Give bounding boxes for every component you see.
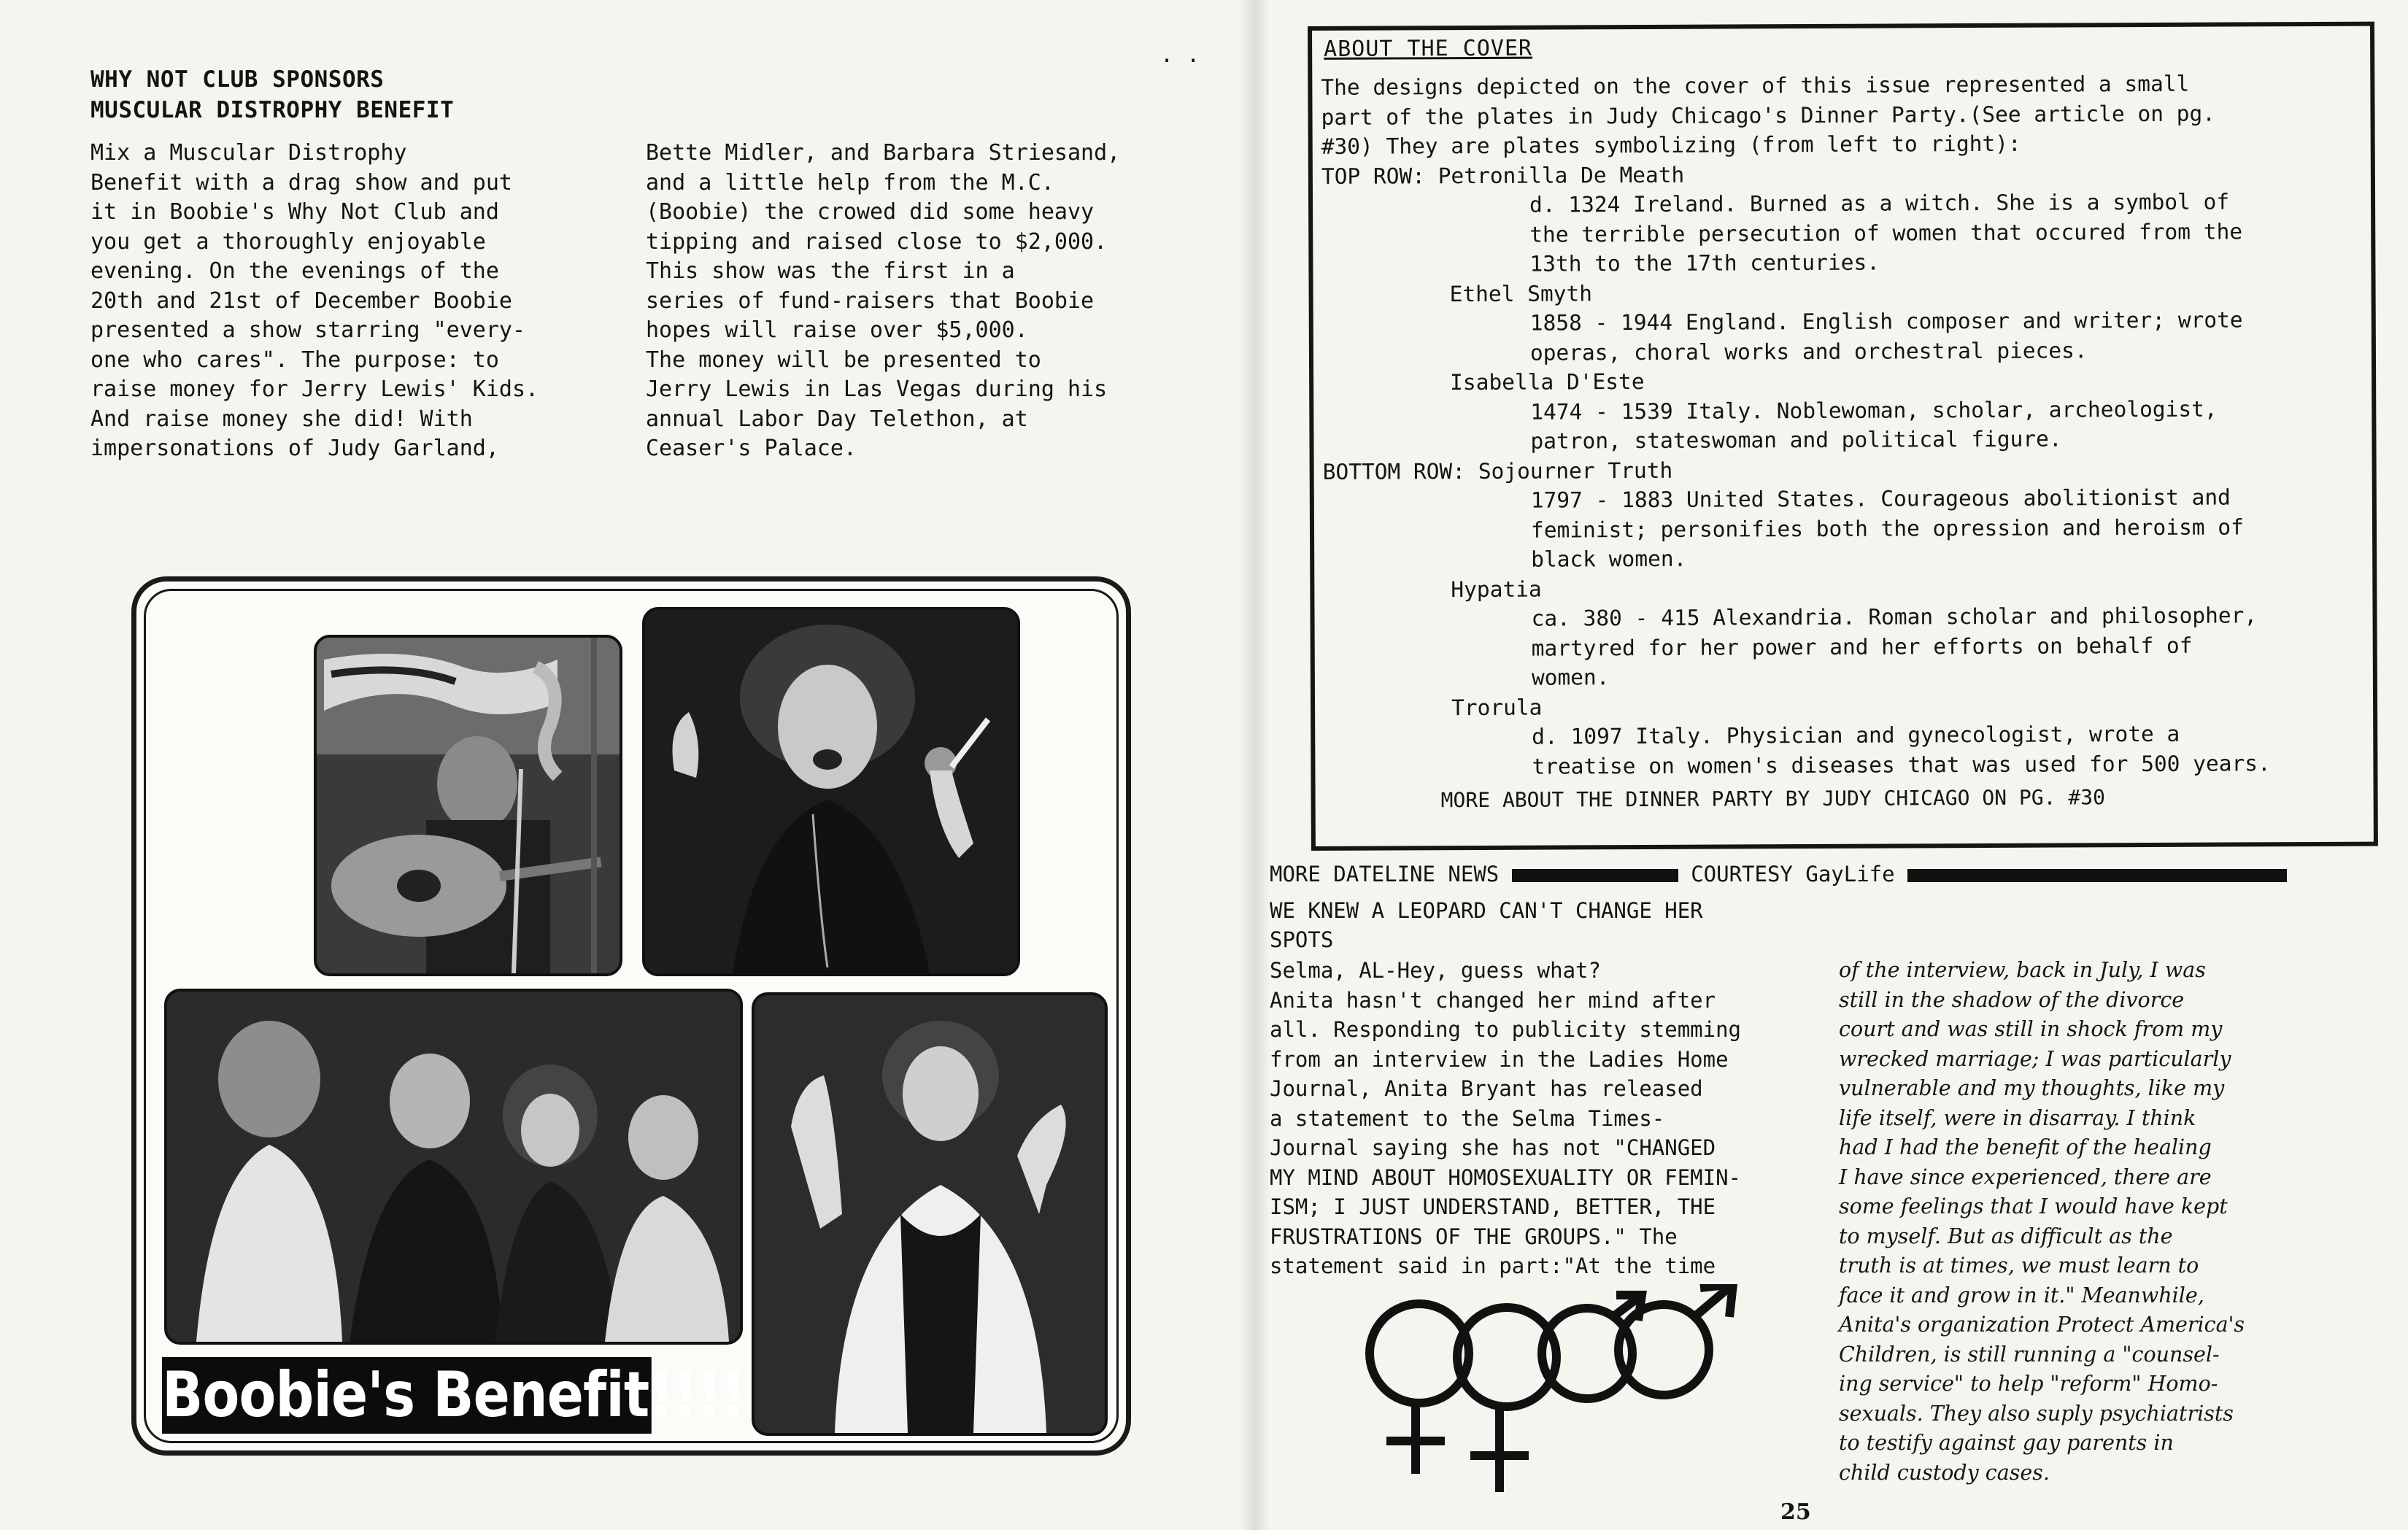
bottom-row-label: BOTTOM ROW: <box>1322 458 1466 484</box>
plate-description: ca. 380 - 415 Alexandria. Roman scholar and philosopher, martyred for her power and her efforts on behalf of women. <box>1531 603 2258 690</box>
plate-name: Hypatia <box>1451 576 1542 602</box>
article-column-1 <box>90 139 630 464</box>
bottom-row-heading <box>1323 452 2359 487</box>
plate-name: Isabella D'Este <box>1450 368 1645 395</box>
news-column-1 <box>1270 956 1824 1281</box>
more-about-line: MORE ABOUT THE DINNER PARTY BY JUDY CHICAGO ON PG. #30 <box>1440 785 2106 813</box>
photo-performer <box>752 992 1108 1436</box>
article-paragraph: Bette Midler, and Barbara Striesand, and a little help from the M.C. (Boobie) the crowed did some heavy tipping and raised close to $2,000. <box>646 140 1121 255</box>
divider-bar <box>1907 869 2287 882</box>
page-number: 25 <box>1780 1499 1811 1525</box>
article-paragraph: Mix a Muscular Distrophy Benefit with a drag show and put it in Boobie's Why Not Club and you get a thoroughly enjoyable evening. On the evenings of the 20th and 21st of December Boobie presented a show starring "every- one who cares". The purpose: to raise money for Jerry Lewis' Kids. <box>90 140 539 402</box>
article-paragraph: This show was the first in a series of fund-raisers that Boobie hopes will raise over $5,000. The money will be presented to Jerry Lewis in Las Vegas during his annual Labor Day Telethon, at Ceaser's Palace. <box>646 258 1108 461</box>
plate-description: 1474 - 1539 Italy. Noblewoman, scholar, archeologist, patron, stateswoman and political figure. <box>1530 396 2218 454</box>
article-headline: WHY NOT CLUB SPONSORS MUSCULAR DISTROPHY BENEFIT <box>90 66 455 123</box>
plate-name: Petronilla De Meath <box>1438 162 1685 188</box>
news-paragraph: of the interview, back in July, I was still in the shadow of the divorce court and was still in shock from my wrecked marriage; I was particularly vulnerable and my thoughts, like my life itself, were in disarray. I think had I had the benefit of the healing I have since experienced, there are some feelings that I would have kept to myself. But as difficult as the truth is at times, we must learn to face it and grow in it." Meanwhile, Anita's organization Protect America's Children, is still running a "counsel- ing service" to help "reform" Homo- sexuals. They also suply psychiatrists to testify against gay parents in child custody cases. <box>1839 958 2245 1485</box>
plate-description: d. 1097 Italy. Physician and gynecologist, wrote a treatise on women's diseases that was used for 500 years. <box>1532 721 2271 779</box>
plate-name: Ethel Smyth <box>1449 280 1593 306</box>
news-paragraph: Selma, AL-Hey, guess what? Anita hasn't changed her mind after all. Responding to publicity stemming from an interview in the Ladies Home Journal, Anita Bryant has released a statement to the Selma Times- Journal saying she has not "CHANGED MY MIND ABOUT HOMOSEXUALITY OR FEMIN- ISM; I JUST UNDERSTAND, BETTER, THE FRUSTRATIONS OF THE GROUPS." The statement said in part:"At the time <box>1270 958 1742 1278</box>
cover-box-text <box>1321 69 2360 816</box>
news-headline: WE KNEW A LEOPARD CAN'T CHANGE HER SPOTS <box>1270 898 1703 952</box>
dateline-bar <box>1270 861 2364 887</box>
photo-singer <box>642 607 1020 976</box>
photo-banner-caption: Boobie's Benefit!!!! <box>162 1357 652 1434</box>
photo-group <box>164 989 743 1345</box>
photo-guitarist <box>314 635 622 976</box>
top-row-label: TOP ROW: <box>1321 163 1426 189</box>
article-column-2 <box>646 139 1186 464</box>
plate-name: Trorula <box>1451 695 1543 720</box>
gender-symbols-icon <box>1350 1284 1744 1503</box>
article-paragraph: And raise money she did! With impersonations of Judy Garland, <box>90 406 499 461</box>
news-column-2 <box>1839 956 2393 1488</box>
dateline-label: MORE DATELINE NEWS <box>1270 862 1500 886</box>
cover-intro: The designs depicted on the cover of this issue represented a small part of the plates in Judy Chicago's Dinner Party.(See article on pg. #30) They are plates symbolizing (from left to right): <box>1321 71 2216 159</box>
plate-description: d. 1324 Ireland. Burned as a witch. She is a symbol of the terrible persecution of women that occured from the 13th to the 17th centuries. <box>1529 189 2243 277</box>
top-row-heading <box>1321 157 2358 191</box>
plate-description: 1858 - 1944 England. English composer and writer; wrote operas, choral works and orchestral pieces. <box>1529 307 2243 366</box>
plate-description: 1797 - 1883 United States. Courageous abolitionist and feminist; personifies both the opression and heroism of black women. <box>1530 484 2244 572</box>
about-the-cover-box <box>1308 22 2378 851</box>
stray-dots: . . <box>1160 42 1200 68</box>
cover-box-title: ABOUT THE COVER <box>1324 35 1533 62</box>
page-gutter <box>1240 0 1270 1530</box>
plate-name: Sojourner Truth <box>1478 457 1673 484</box>
divider-bar <box>1512 869 1678 882</box>
right-page <box>1270 0 2408 1530</box>
dateline-courtesy: COURTESY GayLife <box>1691 862 1895 886</box>
